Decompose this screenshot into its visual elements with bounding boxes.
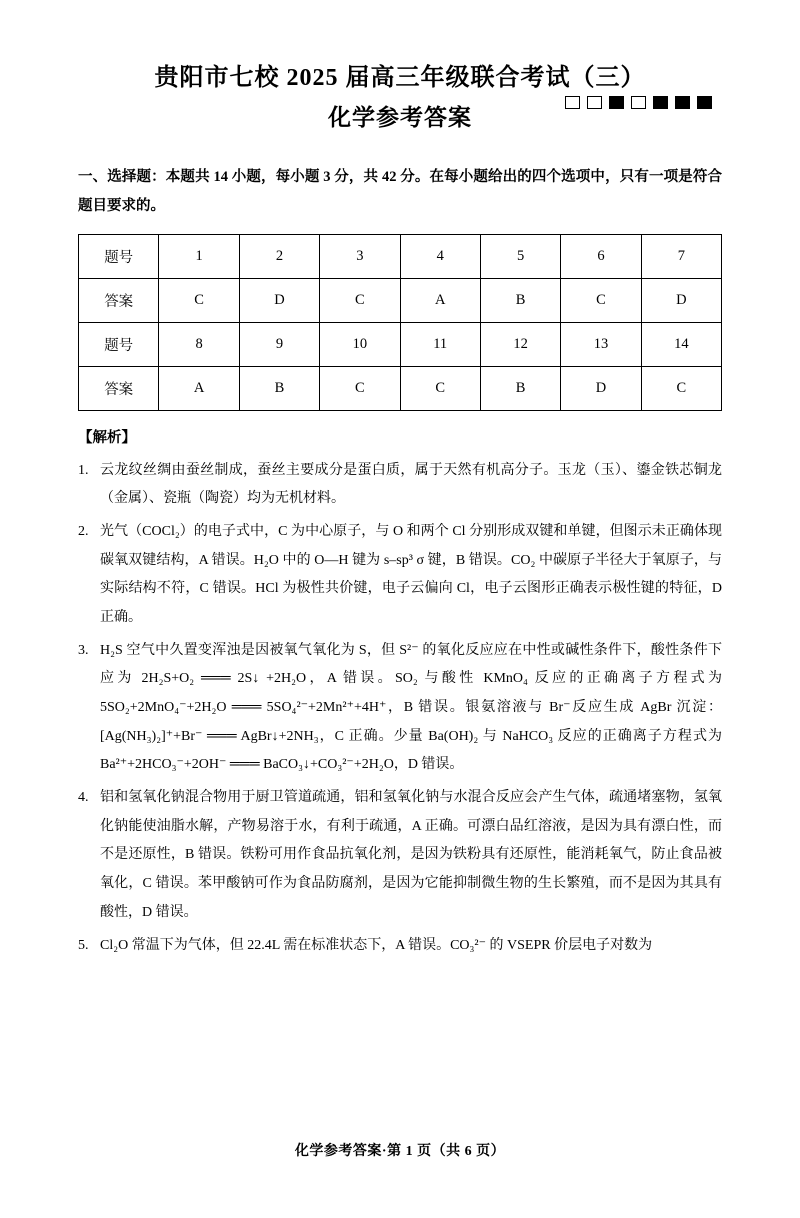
analysis-item-3 <box>78 637 722 780</box>
cell-a-13: D <box>561 366 641 410</box>
cell-q-4: 4 <box>400 234 480 278</box>
cell-a-12: B <box>480 366 560 410</box>
analysis-item-4 <box>78 784 722 927</box>
cell-a-10: C <box>320 366 400 410</box>
item-number: 4. <box>78 790 89 806</box>
cell-q-11: 11 <box>400 322 480 366</box>
cell-q-9: 9 <box>239 322 319 366</box>
item-number: 1. <box>78 462 89 478</box>
item-number: 3. <box>78 642 89 658</box>
cell-q-10: 10 <box>320 322 400 366</box>
cell-q-6: 6 <box>561 234 641 278</box>
cell-q-12: 12 <box>480 322 560 366</box>
cell-a-14: C <box>641 366 721 410</box>
table-row <box>79 278 722 322</box>
cell-label-2: 答案 <box>79 278 159 322</box>
page-footer: 化学参考答案·第 1 页（共 6 页） <box>294 1144 506 1159</box>
cell-label-4: 答案 <box>79 366 159 410</box>
cell-a-5: B <box>480 278 560 322</box>
cell-label-3: 题号 <box>79 322 159 366</box>
page-title: 贵阳市七校 2025 届高三年级联合考试（三） <box>154 65 646 91</box>
item-text: Cl₂O 常温下为气体，但 22.4L 需在标准状态下，A 错误。CO₃²⁻ 的 VSEPR 价层电子对数为 <box>100 937 653 953</box>
section-heading-choice: 一、选择题：本题共 14 小题，每小题 3 分，共 42 分。在每小题给出的四个选项中，只有一项是符合题目要求的。 <box>78 169 722 214</box>
item-text: 铝和氢氧化钠混合物用于厨卫管道疏通，铝和氢氧化钠与水混合反应会产生气体，疏通堵塞物，氢氧化钠能使油脂水解，产物易溶于水，有利于疏通，A 正确。可漂白品红溶液，是因为具有漂白性，而不是还原性，B 错误。铁粉可用作食品抗氧化剂，是因为铁粉具有还原性，能消耗氧气，防止食品被氧化，C 错误。苯甲酸钠可作为食品防腐剂，是因为它能抑制微生物的生长繁殖，而不是因为其具有酸性，D 错误。 <box>100 790 722 920</box>
cell-label-1: 题号 <box>79 234 159 278</box>
cell-a-1: C <box>159 278 239 322</box>
mark-3 <box>609 96 624 109</box>
mark-2 <box>587 96 602 109</box>
cell-q-8: 8 <box>159 322 239 366</box>
cell-q-7: 7 <box>641 234 721 278</box>
analysis-item-1 <box>78 457 722 514</box>
document-page <box>0 62 800 1218</box>
analysis-item-2 <box>78 518 722 633</box>
mark-7 <box>697 96 712 109</box>
cell-a-4: A <box>400 278 480 322</box>
table-row <box>79 366 722 410</box>
item-number: 2. <box>78 523 89 539</box>
table-row <box>79 234 722 278</box>
cell-a-8: A <box>159 366 239 410</box>
page-subtitle: 化学参考答案 <box>328 105 472 131</box>
answer-table <box>78 234 722 411</box>
cell-a-11: C <box>400 366 480 410</box>
cell-q-2: 2 <box>239 234 319 278</box>
analysis-heading: 【解析】 <box>78 429 136 446</box>
cell-a-3: C <box>320 278 400 322</box>
mark-6 <box>675 96 690 109</box>
cell-a-2: D <box>239 278 319 322</box>
item-number: 5. <box>78 937 89 953</box>
item-text: 云龙纹丝绸由蚕丝制成，蚕丝主要成分是蛋白质，属于天然有机高分子。玉龙（玉）、鎏金铁芯铜龙（金属）、瓷瓶（陶瓷）均为无机材料。 <box>100 462 722 507</box>
cell-q-5: 5 <box>480 234 560 278</box>
mark-5 <box>653 96 668 109</box>
cell-q-3: 3 <box>320 234 400 278</box>
mark-1 <box>565 96 580 109</box>
cell-a-6: C <box>561 278 641 322</box>
item-text: H₂S 空气中久置变浑浊是因被氧气氧化为 S，但 S²⁻ 的氧化反应应在中性或碱性条件下，酸性条件下应为 2H₂S+O₂ ═══ 2S↓ +2H₂O，A 错误。SO₂ 与酸性 KMnO₄ 反应的正确离子方程式为 5SO₂+2MnO₄⁻+2H₂O ═══ 5SO₄²⁻+2Mn²⁺+4H⁺，B 错误。银氨溶液与 Br⁻反应生成 AgBr 沉淀：[Ag(NH₃)₂]⁺+Br⁻ ═══ AgBr↓+2NH₃，C 正确。少量 Ba(OH)₂ 与 NaHCO₃ 反应的正确离子方程式为 Ba²⁺+2HCO₃⁻+2OH⁻ ═══ BaCO₃↓+CO₃²⁻+2H₂O，D 错误。 <box>100 642 722 773</box>
cell-a-7: D <box>641 278 721 322</box>
registration-marks <box>565 96 712 109</box>
analysis-item-5 <box>78 932 722 961</box>
cell-q-1: 1 <box>159 234 239 278</box>
cell-a-9: B <box>239 366 319 410</box>
cell-q-14: 14 <box>641 322 721 366</box>
cell-q-13: 13 <box>561 322 641 366</box>
mark-4 <box>631 96 646 109</box>
table-row <box>79 322 722 366</box>
item-text: 光气（COCl₂）的电子式中，C 为中心原子，与 O 和两个 Cl 分别形成双键和单键，但图示未正确体现碳氧双键结构，A 错误。H₂O 中的 O—H 键为 s–sp³ σ 键，B 错误。CO₂ 中碳原子半径大于氧原子，与实际结构不符，C 错误。HCl 为极性共价键，电子云偏向 Cl，电子云图形正确表示极性键的特征，D 正确。 <box>100 523 722 625</box>
